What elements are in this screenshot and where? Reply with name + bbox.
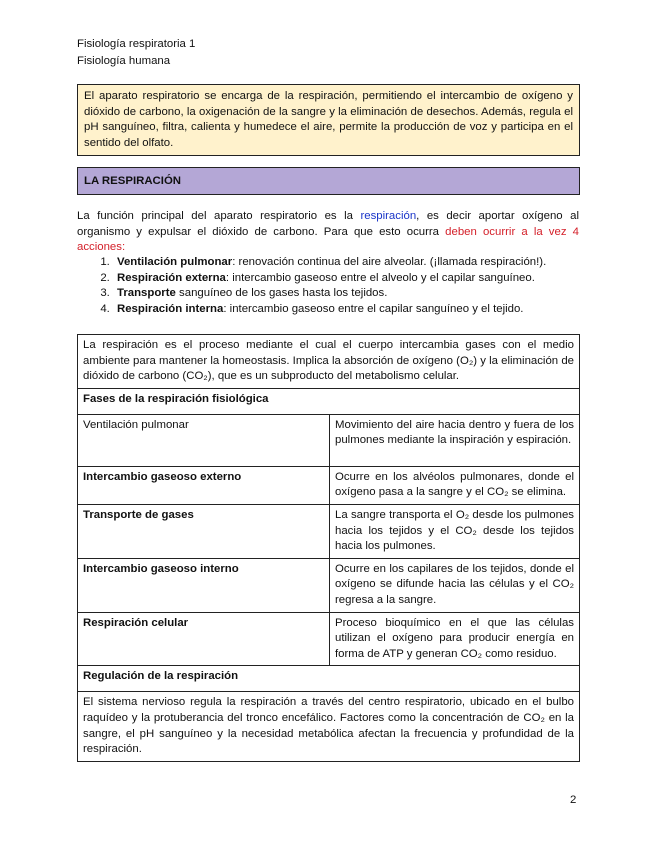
respiracion-link[interactable]: respiración xyxy=(360,210,417,222)
section-title: LA RESPIRACIÓN xyxy=(77,167,580,195)
phase-cell: Intercambio gaseoso externo xyxy=(78,466,330,504)
desc-cell: Ocurre en los alvéolos pulmonares, donde el oxígeno pasa a la sangre y el CO₂ se elimina. xyxy=(330,466,580,504)
table-row xyxy=(78,504,580,558)
list-item: 3. Transporte sanguíneo de los gases hasta los tejidos. xyxy=(113,286,613,302)
intro-box: El aparato respiratorio se encarga de la respiración, permitiendo el intercambio de oxígeno y dióxido de carbono, la oxigenación de la sangre y la eliminación de desechos. Además, regula el pH sanguíneo, filtra, calienta y humedece el aire, permite la producción de voz y participa en el sentido del olfato. xyxy=(77,84,580,156)
table-intro: La respiración es el proceso mediante el cual el cuerpo intercambia gases con el medio ambiente para mantener la homeostasis. Implica la absorción de oxígeno (O₂) y la eliminación de dióxido de carbono (CO₂), que es un subproducto del metabolismo celular. xyxy=(78,335,580,389)
table-row xyxy=(78,612,580,666)
phase-cell: Intercambio gaseoso interno xyxy=(78,558,330,612)
table-row xyxy=(78,466,580,504)
text: La función principal del aparato respiratorio es la xyxy=(77,210,361,222)
actions-list xyxy=(77,255,613,317)
desc-cell: Proceso bioquímico en el que las células utilizan el oxígeno para producir energía en forma de ATP y generan CO₂ como residuo. xyxy=(330,612,580,666)
list-item: 1. Ventilación pulmonar: renovación continua del aire alveolar. (¡llamada respiración!). xyxy=(113,255,613,271)
phase-cell: Respiración celular xyxy=(78,612,330,666)
phases-header: Fases de la respiración fisiológica xyxy=(78,388,580,414)
phase-cell: Ventilación pulmonar xyxy=(78,414,330,466)
text: , es decir aportar oxígeno al organismo y expulsar el dióxido de carbono. Para que esto ocurra xyxy=(77,210,579,238)
regulation-text: El sistema nervioso regula la respiración a través del centro respiratorio, ubicado en el bulbo raquídeo y la protuberancia del tronco encefálico. Factores como la concentración de CO₂ en la sangre, el pH sanguíneo y la necesidad metabólica afectan la frecuencia y profundidad de la respiración. xyxy=(78,692,580,761)
desc-cell: Movimiento del aire hacia dentro y fuera de los pulmones mediante la inspiración y espiración. xyxy=(330,414,580,466)
respiration-table xyxy=(77,334,580,762)
desc-cell: Ocurre en los capilares de los tejidos, donde el oxígeno se difunde hacia las células y el CO₂ regresa a la sangre. xyxy=(330,558,580,612)
list-item: 2. Respiración externa: intercambio gaseoso entre el alveolo y el capilar sanguíneo. xyxy=(113,271,613,287)
phase-cell: Transporte de gases xyxy=(78,504,330,558)
header-title: Fisiología respiratoria 1 xyxy=(77,38,196,50)
regulation-header: Regulación de la respiración xyxy=(78,666,580,692)
main-paragraph xyxy=(77,209,579,256)
table-row xyxy=(78,558,580,612)
table-row xyxy=(78,414,580,466)
highlight-text: deben ocurrir a la vez 4 acciones: xyxy=(77,225,579,254)
header-subtitle: Fisiología humana xyxy=(77,55,171,67)
desc-cell: La sangre transporta el O₂ desde los pulmones hacia los tejidos y el CO₂ desde los tejidos hacia los pulmones. xyxy=(330,504,580,558)
list-item: 4. Respiración interna: intercambio gaseoso entre el capilar sanguíneo y el tejido. xyxy=(113,302,613,318)
page-number: 2 xyxy=(570,794,577,806)
